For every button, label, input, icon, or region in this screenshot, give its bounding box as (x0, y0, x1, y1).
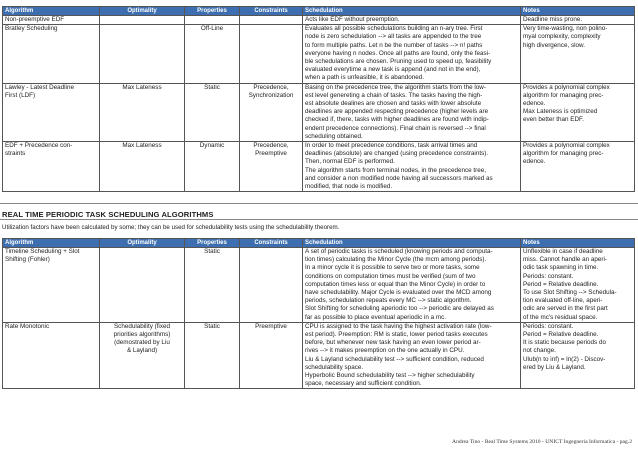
cell-constraints (240, 142, 303, 192)
cell-line: evaluated everytime a new task is append (and not in the end), (305, 66, 481, 74)
cell-line: Precedence, (253, 83, 289, 91)
cell-schedulation (303, 248, 521, 323)
cell-line: high divergence, slow. (523, 41, 585, 49)
cell-line: Bratley Scheduling (5, 25, 58, 33)
cell-line: before, but whenever new task having an even lower period ar- (305, 339, 481, 347)
cell-algorithm (3, 142, 100, 192)
cell-line: to form multiple paths. Let n be the number of tasks --> n! paths (305, 41, 483, 49)
cell-constraints (240, 25, 303, 83)
cell-schedulation (303, 322, 521, 389)
cell-line: odic task spawning in time. (523, 264, 599, 272)
cell-line: Then, normal EDF is performed. (305, 158, 395, 166)
cell-line: Timeline Scheduling + Slot (5, 248, 80, 255)
cell-line: Slot Shifting for scheduling aperiodic too --> periodic are delayed as (305, 305, 494, 313)
cell-line: est level genereting a chain of tasks. The tasks having the high- (305, 91, 483, 99)
cell-schedulation (303, 142, 521, 192)
cell-line: Max Lateness (122, 83, 162, 91)
cell-schedulation (303, 25, 521, 83)
cell-properties (185, 322, 240, 389)
cell-line: schedulability space. (305, 363, 364, 371)
section-divider (0, 219, 638, 220)
header-constraints: Constraints (240, 239, 303, 248)
cell-line: deadlines are appended respecting precedence (higher levels are (305, 108, 489, 116)
cell-line: To use Slot Shifting --> Schedula- (523, 289, 617, 297)
cell-line: Rate Monotonic (5, 322, 50, 330)
cell-algorithm (3, 322, 100, 389)
cell-schedulation (303, 83, 521, 141)
table-row (3, 142, 635, 192)
cell-notes (521, 322, 635, 389)
cell-line: Hyperbolic Bound schedulability test --> higher schedulability (305, 372, 475, 380)
cell-line: Static (204, 322, 220, 330)
cell-line: Preemptive (255, 150, 287, 158)
cell-line: Very time-wasting, non polino- (523, 25, 608, 33)
cell-line: checked if, there, tasks with higher deadlines are found with indip- (305, 116, 489, 124)
header-notes: Notes (521, 7, 635, 16)
header-properties: Properties (185, 7, 240, 16)
cell-line: deadlines (absolute) are changed (using precedence constraints). (305, 150, 489, 158)
section-title: REAL TIME PERIODIC TASK SCHEDULING ALGORITHMS (2, 210, 214, 219)
cell-line: Off-Line (200, 25, 224, 33)
cell-line: Periods: constant. (523, 322, 574, 330)
cell-line: est absolute dealines are chosen and tasks with lower absolute (305, 100, 482, 108)
cell-line: Dynamic (199, 142, 225, 150)
cell-optimality (100, 25, 185, 83)
nonperiodic-algorithms-table (2, 6, 635, 192)
cell-line: not change. (523, 347, 556, 355)
header-notes: Notes (521, 239, 635, 248)
header-algorithm: Algorithm (3, 7, 100, 16)
cell-line: (demostrated by Liu (114, 339, 170, 347)
cell-line: CPU is assigned to the task having the highest activation rate (low- (305, 322, 492, 330)
header-schedulation: Schedulation (303, 239, 521, 248)
cell-notes (521, 16, 635, 25)
cell-line: straints (5, 150, 26, 158)
cell-line: First (LDF) (5, 91, 36, 99)
cell-line: scheduling obtained. (305, 132, 363, 140)
cell-properties (185, 248, 240, 323)
cell-line: priorities algorithms) (113, 331, 171, 339)
cell-line: Max Lateness (122, 142, 162, 150)
cell-line: Ulub(n to inf) = ln(2) - Discov- (523, 355, 606, 363)
cell-line: It is static because periods do (523, 339, 606, 347)
cell-line: tion times) calculating the Minor Cycle (the mcm among periods). (305, 256, 487, 264)
cell-line: rives --> it makes preemption on the one actually in CPU. (305, 347, 465, 355)
table-row (3, 83, 635, 141)
cell-line: Non-preemptive EDF (5, 16, 65, 23)
cell-line: Synchronization (248, 91, 294, 99)
cell-algorithm (3, 16, 100, 25)
cell-line: A set of periodic tasks is scheduled (knowing periods and computa- (305, 248, 493, 255)
cell-constraints (240, 83, 303, 141)
cell-line: modified, that node is modified. (305, 183, 393, 191)
cell-schedulation (303, 16, 521, 25)
table-row (3, 322, 635, 389)
cell-line: even better than EDF. (523, 116, 584, 124)
cell-line: In order to meet precedence conditions, task arrival times and (305, 142, 478, 150)
cell-line: node is zero schedulation --> all tasks are appended to the tree (305, 33, 482, 41)
cell-line: edence. (523, 158, 546, 166)
cell-optimality (100, 142, 185, 192)
cell-line: Acts like EDF without preemption. (305, 16, 400, 23)
cell-notes (521, 248, 635, 323)
cell-line: tion evaluated off-line, aperi- (523, 297, 603, 305)
cell-line: Static (204, 248, 220, 255)
cell-line: Unflexible in case if deadline (523, 248, 603, 255)
header-optimality: Optimality (100, 7, 185, 16)
cell-line: have schedulability. Major Cycle is evaluated over the MCD among (305, 289, 492, 297)
cell-notes (521, 25, 635, 83)
cell-line: Max Lateness is optimized (523, 108, 598, 116)
cell-constraints (240, 322, 303, 389)
header-optimality: Optimality (100, 239, 185, 248)
cell-line: ble schedulations are chosen. Pruning used to speed up, feasibility (305, 58, 492, 66)
cell-properties (185, 142, 240, 192)
cell-line: Provides a polynomial complex (523, 83, 610, 91)
cell-line: space, necessary and sufficient condition. (305, 380, 422, 388)
cell-line: Basing on the precedence tree, the algorithm starts from the low- (305, 83, 486, 91)
cell-line: edence. (523, 100, 546, 108)
cell-line: Static (204, 83, 220, 91)
cell-algorithm (3, 83, 100, 141)
header-algorithm: Algorithm (3, 239, 100, 248)
cell-line: of the mc's residual space. (523, 313, 598, 321)
cell-line: Liu & Layland schedulability test --> sufficient condition, reduced (305, 355, 484, 363)
cell-notes (521, 142, 635, 192)
cell-constraints (240, 248, 303, 323)
table-row (3, 16, 635, 25)
cell-optimality (100, 16, 185, 25)
cell-line: everyone having n nodes. Once all paths are found, only the feasi- (305, 49, 491, 57)
header-constraints: Constraints (240, 7, 303, 16)
cell-properties (185, 16, 240, 25)
cell-line: Evaluates all possible schedulations building an n-ary tree. First (305, 25, 483, 33)
cell-properties (185, 83, 240, 141)
table-header-row (3, 7, 635, 16)
cell-optimality (100, 322, 185, 389)
cell-line: periods, schedulation repeats every MC --> static algorithm. (305, 297, 472, 305)
cell-notes (521, 83, 635, 141)
cell-line: far as possible to place eventual aperiodic in a mc. (305, 313, 447, 321)
cell-line: and consider a non modified node having all successors marked as (305, 174, 493, 182)
cell-optimality (100, 83, 185, 141)
section-divider (0, 203, 638, 204)
cell-constraints (240, 16, 303, 25)
cell-properties (185, 25, 240, 83)
cell-line: algorithm for managing prec- (523, 150, 604, 158)
cell-line: Provides a polynomial complex (523, 142, 610, 150)
cell-line: Period = Relative deadline. (523, 280, 599, 288)
table-header-row (3, 239, 635, 248)
cell-line: Schedulability (fixed (113, 322, 170, 330)
header-schedulation: Schedulation (303, 7, 521, 16)
cell-line: In a minor cycle it is possible to serve two or more tasks, some (305, 264, 480, 272)
cell-line: computation times less or equal than the Minor Cycle) in order to (305, 280, 486, 288)
cell-line: The algorithm starts from terminal nodes, in the precedence tree, (305, 166, 486, 174)
cell-line: est period). Preemption: RM is static, lower period tasks executes (305, 331, 488, 339)
section-note: Utilization factors have been calculated by some; they can be used for schedulability tests using the schedulability theorem. (2, 224, 340, 231)
cell-line: Shifting (Fohler) (5, 256, 50, 264)
cell-line: conditions on computation times must be verified (sum of two (305, 272, 476, 280)
cell-line: & Layland) (126, 347, 158, 355)
header-properties: Properties (185, 239, 240, 248)
cell-line: ered by Liu & Layland. (523, 363, 586, 371)
cell-line: Periods: constant. (523, 272, 574, 280)
cell-line: Precedence, (253, 142, 289, 150)
cell-line: Preemptive (255, 322, 287, 330)
table-row (3, 25, 635, 83)
cell-line: algorithm for managing prec- (523, 91, 604, 99)
cell-optimality (100, 248, 185, 323)
page-footer: Andrea Tino - Real Time Systems 2010 - UNICT Ingegneria Informatica - pag.2 (452, 439, 632, 445)
cell-line: EDF + Precedence con- (5, 142, 73, 150)
cell-algorithm (3, 248, 100, 323)
cell-algorithm (3, 25, 100, 83)
table-row (3, 248, 635, 323)
cell-line: odic are served in the first part (523, 305, 608, 313)
cell-line: when a path is unfeasible, it is abandoned. (305, 74, 425, 82)
cell-line: Deadline miss prone. (523, 16, 583, 23)
cell-line: Period = Relative deadline. (523, 331, 599, 339)
cell-line: miss. Cannot handle an aperi- (523, 256, 608, 264)
cell-line: Lawley - Latest Deadline (5, 83, 74, 91)
cell-line: myal complexity, complexity (523, 33, 601, 41)
cell-line: endent precedence connections). Final chain is reversed --> final (305, 124, 486, 132)
periodic-algorithms-table (2, 238, 635, 389)
